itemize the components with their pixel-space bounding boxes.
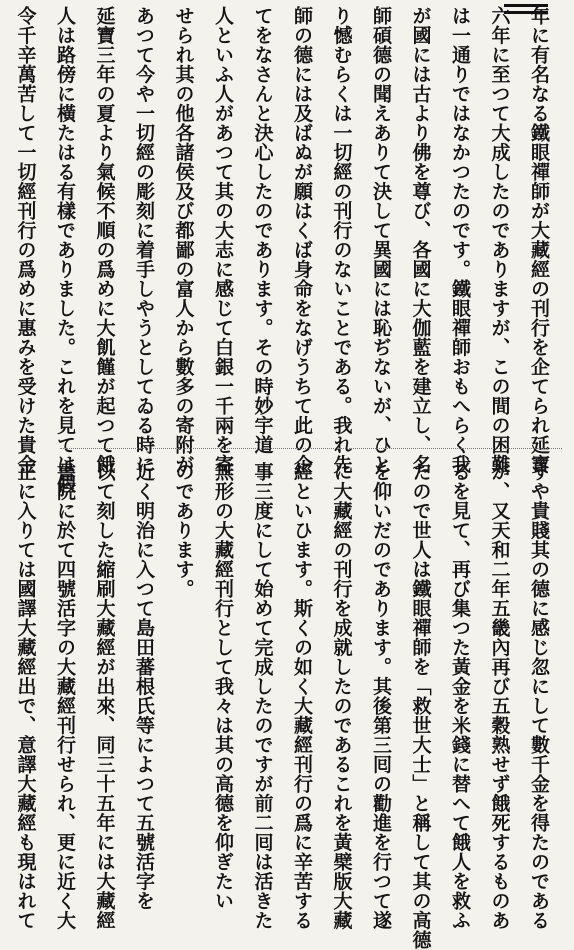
text-column: のであります。 — [172, 462, 195, 599]
text-column: 近く明治に入つて島田蕃根氏等によつて五號活字を — [133, 462, 155, 911]
text-column: 師碩德の聞えありて決して異國には恥ぢないが、ひと — [370, 6, 392, 474]
text-column: は一通りではなかつたのです。鐵眼禪師おもへらく我 — [449, 6, 471, 474]
text-column: 以て刻した縮刷大藏經が出來、同三十五年には大藏經 — [93, 462, 116, 930]
text-column: あつて今や一切經の彫刻に着手しやうとしてゐる時に — [133, 6, 155, 474]
text-column: るを見て、再び集つた黃金を米錢に替へて餓人を救ふ — [449, 462, 471, 930]
text-column: 六年に至つて大成したのでありますが、この間の困難 — [488, 6, 511, 474]
text-column: に大藏經の刊行を成就したのであるこれを黃檗版大藏 — [330, 462, 353, 930]
text-column: 書院に於て四號活字の大藏經刊行せられ、更に近く大 — [54, 462, 76, 930]
text-column: 令千辛萬苦して一切經刊行の爲めに惠みを受けた貴金 — [14, 6, 37, 474]
text-column: を仰いだのであります。其後第三囘の勸進を行つて遂 — [370, 462, 392, 930]
section-divider — [60, 448, 562, 449]
text-column: り憾むらくは一切經の刊行のないことである。我れ先 — [330, 6, 353, 474]
text-column: 經といひます。斯くの如く大藏經刊行の爲に辛苦する — [291, 462, 313, 930]
text-column: 年に有名なる鐵眼禪師が大藏經の刊行を企てられ延寶 — [528, 6, 550, 474]
text-column: が、又天和二年五畿內再び五穀熟せず餓死するものあ — [488, 462, 511, 930]
text-column: てをなさんと決心したのであります。その時妙宇道 — [251, 6, 274, 455]
text-column: が國には古より佛を尊び、各國に大伽藍を建立し、名 — [409, 6, 432, 474]
text-column: たので世人は鐵眼禪師を「救世大士」と稱して其の高德 — [409, 462, 432, 950]
text-column: 人は路傍に橫たはる有樣でありました。これを見ては假 — [54, 6, 76, 494]
text-column — [0, 6, 5, 474]
top-text-block — [0, 6, 558, 494]
bottom-text-block — [0, 462, 558, 950]
text-column: 延寶三年の夏より氣候不順の爲めに大飢饉が起つて餓 — [93, 6, 116, 474]
text-column: せられ其の他各諸侯及び都鄙の富人から數多の寄附が — [172, 6, 195, 474]
text-column: 師の德には及ばぬが願はくば身命をなげうちて此の企 — [291, 6, 313, 474]
text-column: 無形の大藏經刊行として我々は其の高德を仰ぎたい — [212, 462, 234, 911]
text-column: 正に入りては國譯大藏經出で、意譯大藏經も現はれて — [14, 462, 37, 930]
text-column: 人といふ人があつて其の大志に感じて白銀一千兩を寄 — [212, 6, 234, 474]
text-column — [0, 462, 5, 911]
text-column: 事三度にして始めて完成したのですが前二囘は活きた — [251, 462, 274, 930]
text-column: すや貴賤其の德に感じ忽にして數千金を得たのである — [528, 462, 550, 930]
